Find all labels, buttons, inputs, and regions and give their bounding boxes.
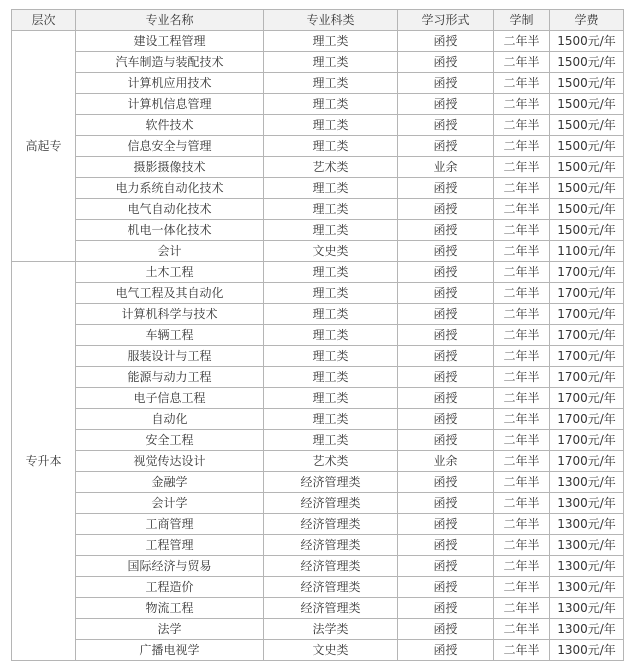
tuition-cell: 1700元/年	[550, 451, 624, 472]
tuition-cell: 1300元/年	[550, 598, 624, 619]
major-name-cell: 摄影摄像技术	[76, 157, 264, 178]
major-name-cell: 电气工程及其自动化	[76, 283, 264, 304]
major-category-cell: 法学类	[264, 619, 398, 640]
table-row	[12, 262, 624, 283]
tuition-cell: 1700元/年	[550, 367, 624, 388]
major-name-cell: 建设工程管理	[76, 31, 264, 52]
table-row	[12, 52, 624, 73]
study-form-cell: 业余	[398, 451, 494, 472]
duration-cell: 二年半	[494, 598, 550, 619]
major-category-cell: 理工类	[264, 115, 398, 136]
duration-cell: 二年半	[494, 619, 550, 640]
major-category-cell: 理工类	[264, 52, 398, 73]
major-name-cell: 信息安全与管理	[76, 136, 264, 157]
tuition-cell: 1500元/年	[550, 178, 624, 199]
major-category-cell: 理工类	[264, 73, 398, 94]
study-form-cell: 函授	[398, 136, 494, 157]
table-row	[12, 619, 624, 640]
table-row	[12, 220, 624, 241]
duration-cell: 二年半	[494, 325, 550, 346]
duration-cell: 二年半	[494, 388, 550, 409]
tuition-cell: 1300元/年	[550, 556, 624, 577]
table-row	[12, 199, 624, 220]
study-form-cell: 函授	[398, 73, 494, 94]
study-form-cell: 函授	[398, 430, 494, 451]
tuition-cell: 1500元/年	[550, 136, 624, 157]
major-category-cell: 理工类	[264, 325, 398, 346]
duration-cell: 二年半	[494, 346, 550, 367]
duration-cell: 二年半	[494, 577, 550, 598]
major-name-cell: 金融学	[76, 472, 264, 493]
major-category-cell: 文史类	[264, 640, 398, 661]
tuition-cell: 1500元/年	[550, 31, 624, 52]
table-row	[12, 73, 624, 94]
header-duration: 学制	[494, 10, 550, 31]
header-tuition: 学费	[550, 10, 624, 31]
table-row	[12, 94, 624, 115]
table-row	[12, 31, 624, 52]
major-category-cell: 理工类	[264, 388, 398, 409]
major-name-cell: 计算机应用技术	[76, 73, 264, 94]
major-category-cell: 经济管理类	[264, 577, 398, 598]
study-form-cell: 函授	[398, 241, 494, 262]
table-row	[12, 346, 624, 367]
duration-cell: 二年半	[494, 367, 550, 388]
major-name-cell: 视觉传达设计	[76, 451, 264, 472]
tuition-cell: 1500元/年	[550, 94, 624, 115]
study-form-cell: 函授	[398, 325, 494, 346]
table-row	[12, 178, 624, 199]
table-row	[12, 493, 624, 514]
duration-cell: 二年半	[494, 73, 550, 94]
study-form-cell: 函授	[398, 535, 494, 556]
table-row	[12, 430, 624, 451]
study-form-cell: 函授	[398, 115, 494, 136]
major-name-cell: 工程管理	[76, 535, 264, 556]
major-name-cell: 法学	[76, 619, 264, 640]
major-name-cell: 服装设计与工程	[76, 346, 264, 367]
duration-cell: 二年半	[494, 94, 550, 115]
table-row	[12, 514, 624, 535]
major-name-cell: 计算机科学与技术	[76, 304, 264, 325]
major-name-cell: 计算机信息管理	[76, 94, 264, 115]
major-name-cell: 机电一体化技术	[76, 220, 264, 241]
major-name-cell: 会计	[76, 241, 264, 262]
table-row	[12, 157, 624, 178]
study-form-cell: 函授	[398, 304, 494, 325]
duration-cell: 二年半	[494, 472, 550, 493]
major-category-cell: 文史类	[264, 241, 398, 262]
table-row	[12, 451, 624, 472]
major-category-cell: 理工类	[264, 94, 398, 115]
major-name-cell: 软件技术	[76, 115, 264, 136]
major-name-cell: 电力系统自动化技术	[76, 178, 264, 199]
study-form-cell: 函授	[398, 556, 494, 577]
tuition-cell: 1700元/年	[550, 430, 624, 451]
table-row	[12, 577, 624, 598]
tuition-cell: 1500元/年	[550, 199, 624, 220]
major-category-cell: 理工类	[264, 409, 398, 430]
table-row	[12, 535, 624, 556]
study-form-cell: 函授	[398, 409, 494, 430]
duration-cell: 二年半	[494, 535, 550, 556]
duration-cell: 二年半	[494, 430, 550, 451]
study-form-cell: 函授	[398, 220, 494, 241]
duration-cell: 二年半	[494, 52, 550, 73]
study-form-cell: 函授	[398, 346, 494, 367]
table-row	[12, 325, 624, 346]
tuition-cell: 1700元/年	[550, 262, 624, 283]
tuition-cell: 1500元/年	[550, 220, 624, 241]
table-header-row	[12, 10, 624, 31]
table-row	[12, 598, 624, 619]
duration-cell: 二年半	[494, 241, 550, 262]
major-name-cell: 安全工程	[76, 430, 264, 451]
duration-cell: 二年半	[494, 556, 550, 577]
tuition-cell: 1300元/年	[550, 514, 624, 535]
tuition-cell: 1300元/年	[550, 640, 624, 661]
tuition-cell: 1700元/年	[550, 325, 624, 346]
level-cell: 专升本	[12, 262, 76, 661]
table-row	[12, 556, 624, 577]
header-study-form: 学习形式	[398, 10, 494, 31]
duration-cell: 二年半	[494, 31, 550, 52]
major-name-cell: 物流工程	[76, 598, 264, 619]
major-name-cell: 工商管理	[76, 514, 264, 535]
table-row	[12, 472, 624, 493]
major-name-cell: 电气自动化技术	[76, 199, 264, 220]
study-form-cell: 函授	[398, 178, 494, 199]
tuition-cell: 1700元/年	[550, 346, 624, 367]
study-form-cell: 函授	[398, 367, 494, 388]
duration-cell: 二年半	[494, 262, 550, 283]
study-form-cell: 函授	[398, 52, 494, 73]
major-name-cell: 国际经济与贸易	[76, 556, 264, 577]
duration-cell: 二年半	[494, 115, 550, 136]
major-category-cell: 理工类	[264, 367, 398, 388]
major-name-cell: 车辆工程	[76, 325, 264, 346]
major-name-cell: 电子信息工程	[76, 388, 264, 409]
major-category-cell: 经济管理类	[264, 493, 398, 514]
table-row	[12, 367, 624, 388]
tuition-table	[11, 9, 624, 661]
table-row	[12, 640, 624, 661]
tuition-cell: 1300元/年	[550, 472, 624, 493]
duration-cell: 二年半	[494, 640, 550, 661]
table-row	[12, 304, 624, 325]
duration-cell: 二年半	[494, 409, 550, 430]
duration-cell: 二年半	[494, 136, 550, 157]
table-row	[12, 283, 624, 304]
study-form-cell: 函授	[398, 283, 494, 304]
duration-cell: 二年半	[494, 451, 550, 472]
major-category-cell: 经济管理类	[264, 535, 398, 556]
table-row	[12, 409, 624, 430]
major-category-cell: 理工类	[264, 304, 398, 325]
table-body	[12, 31, 624, 661]
header-major-name: 专业名称	[76, 10, 264, 31]
table-row	[12, 115, 624, 136]
major-category-cell: 理工类	[264, 220, 398, 241]
study-form-cell: 函授	[398, 388, 494, 409]
table-row	[12, 241, 624, 262]
tuition-cell: 1500元/年	[550, 157, 624, 178]
tuition-cell: 1300元/年	[550, 577, 624, 598]
study-form-cell: 函授	[398, 493, 494, 514]
major-name-cell: 会计学	[76, 493, 264, 514]
tuition-cell: 1700元/年	[550, 388, 624, 409]
table-row	[12, 388, 624, 409]
major-category-cell: 理工类	[264, 31, 398, 52]
study-form-cell: 函授	[398, 598, 494, 619]
major-category-cell: 艺术类	[264, 157, 398, 178]
major-category-cell: 理工类	[264, 199, 398, 220]
study-form-cell: 函授	[398, 472, 494, 493]
major-category-cell: 理工类	[264, 136, 398, 157]
major-category-cell: 理工类	[264, 262, 398, 283]
tuition-cell: 1300元/年	[550, 535, 624, 556]
major-category-cell: 经济管理类	[264, 556, 398, 577]
study-form-cell: 函授	[398, 514, 494, 535]
major-name-cell: 土木工程	[76, 262, 264, 283]
major-name-cell: 广播电视学	[76, 640, 264, 661]
study-form-cell: 函授	[398, 262, 494, 283]
tuition-table-container	[11, 9, 624, 661]
major-category-cell: 理工类	[264, 430, 398, 451]
tuition-cell: 1500元/年	[550, 52, 624, 73]
major-name-cell: 工程造价	[76, 577, 264, 598]
table-row	[12, 136, 624, 157]
duration-cell: 二年半	[494, 283, 550, 304]
duration-cell: 二年半	[494, 514, 550, 535]
duration-cell: 二年半	[494, 220, 550, 241]
tuition-cell: 1500元/年	[550, 115, 624, 136]
tuition-cell: 1300元/年	[550, 493, 624, 514]
tuition-cell: 1500元/年	[550, 73, 624, 94]
header-major-category: 专业科类	[264, 10, 398, 31]
major-category-cell: 经济管理类	[264, 472, 398, 493]
study-form-cell: 函授	[398, 619, 494, 640]
duration-cell: 二年半	[494, 493, 550, 514]
tuition-cell: 1700元/年	[550, 283, 624, 304]
tuition-cell: 1300元/年	[550, 619, 624, 640]
duration-cell: 二年半	[494, 304, 550, 325]
major-name-cell: 汽车制造与装配技术	[76, 52, 264, 73]
major-category-cell: 经济管理类	[264, 514, 398, 535]
study-form-cell: 函授	[398, 640, 494, 661]
study-form-cell: 函授	[398, 199, 494, 220]
major-name-cell: 自动化	[76, 409, 264, 430]
major-category-cell: 理工类	[264, 346, 398, 367]
major-category-cell: 艺术类	[264, 451, 398, 472]
study-form-cell: 业余	[398, 157, 494, 178]
major-name-cell: 能源与动力工程	[76, 367, 264, 388]
duration-cell: 二年半	[494, 178, 550, 199]
study-form-cell: 函授	[398, 94, 494, 115]
major-category-cell: 理工类	[264, 178, 398, 199]
major-category-cell: 理工类	[264, 283, 398, 304]
tuition-cell: 1700元/年	[550, 409, 624, 430]
major-category-cell: 经济管理类	[264, 598, 398, 619]
header-level: 层次	[12, 10, 76, 31]
study-form-cell: 函授	[398, 577, 494, 598]
tuition-cell: 1700元/年	[550, 304, 624, 325]
study-form-cell: 函授	[398, 31, 494, 52]
level-cell: 高起专	[12, 31, 76, 262]
tuition-cell: 1100元/年	[550, 241, 624, 262]
duration-cell: 二年半	[494, 199, 550, 220]
duration-cell: 二年半	[494, 157, 550, 178]
